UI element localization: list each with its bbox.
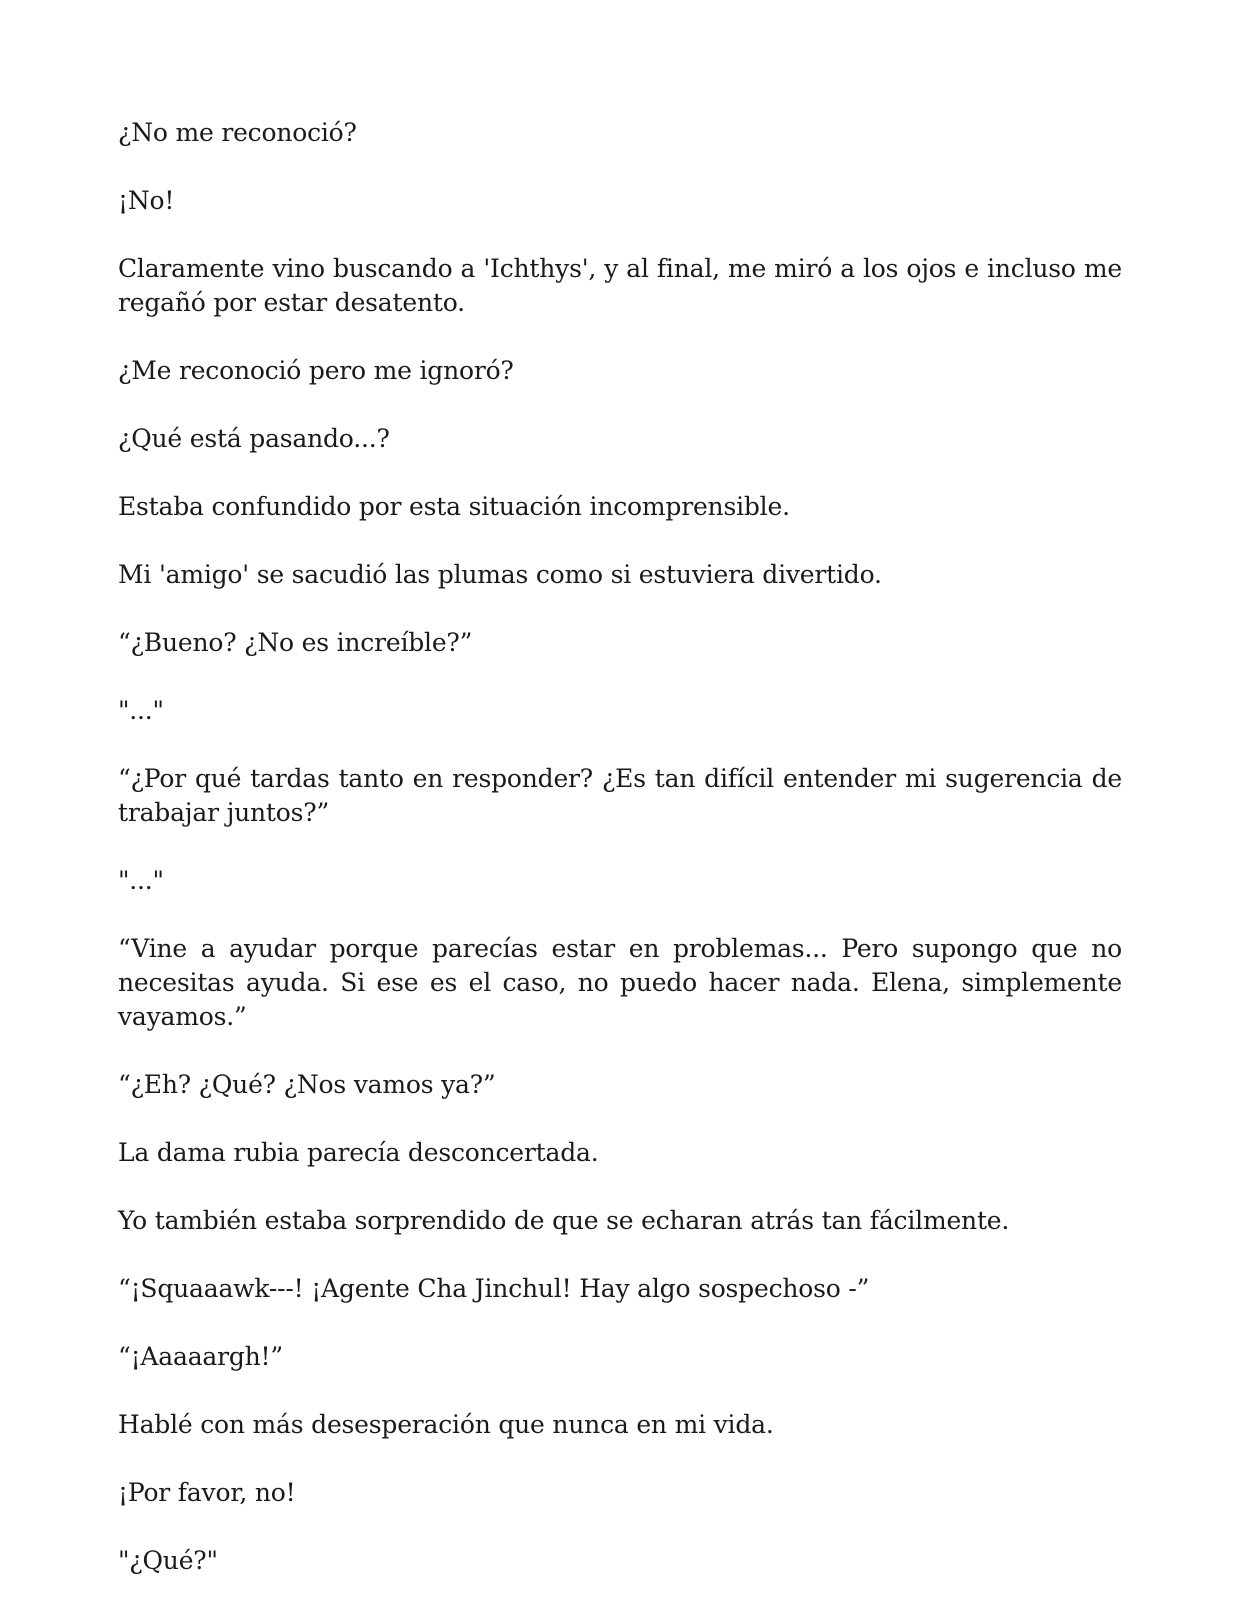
paragraph: Claramente vino buscando a 'Ichthys', y al final, me miró a los ojos e incluso me regañó por estar desatento. <box>118 254 1122 317</box>
paragraph: “¿Bueno? ¿No es increíble?” <box>118 628 473 657</box>
paragraph: Yo también estaba sorprendido de que se echaran atrás tan fácilmente. <box>118 1206 1010 1235</box>
paragraph: Hablé con más desesperación que nunca en mi vida. <box>118 1410 774 1439</box>
paragraph: “¡Squaaawk---! ¡Agente Cha Jinchul! Hay algo sospechoso -” <box>118 1274 870 1303</box>
document-body <box>118 116 1122 1578</box>
paragraph: Estaba confundido por esta situación incomprensible. <box>118 492 790 521</box>
paragraph: "..." <box>118 696 164 725</box>
paragraph: "..." <box>118 866 164 895</box>
paragraph: “¿Por qué tardas tanto en responder? ¿Es tan difícil entender mi sugerencia de trabajar juntos?” <box>118 764 1122 827</box>
paragraph: “Vine a ayudar porque parecías estar en problemas... Pero supongo que no necesitas ayuda. Si ese es el caso, no puedo hacer nada. Elena, simplemente vayamos.” <box>118 934 1122 1031</box>
paragraph: ¡No! <box>118 186 175 215</box>
paragraph: Mi 'amigo' se sacudió las plumas como si estuviera divertido. <box>118 560 882 589</box>
paragraph: ¿No me reconoció? <box>118 118 357 147</box>
paragraph: “¡Aaaaargh!” <box>118 1342 283 1371</box>
paragraph: "¿Qué?" <box>118 1546 218 1575</box>
paragraph: “¿Eh? ¿Qué? ¿Nos vamos ya?” <box>118 1070 496 1099</box>
paragraph: ¡Por favor, no! <box>118 1478 296 1507</box>
paragraph: ¿Me reconoció pero me ignoró? <box>118 356 514 385</box>
paragraph: ¿Qué está pasando...? <box>118 424 390 453</box>
paragraph: La dama rubia parecía desconcertada. <box>118 1138 599 1167</box>
